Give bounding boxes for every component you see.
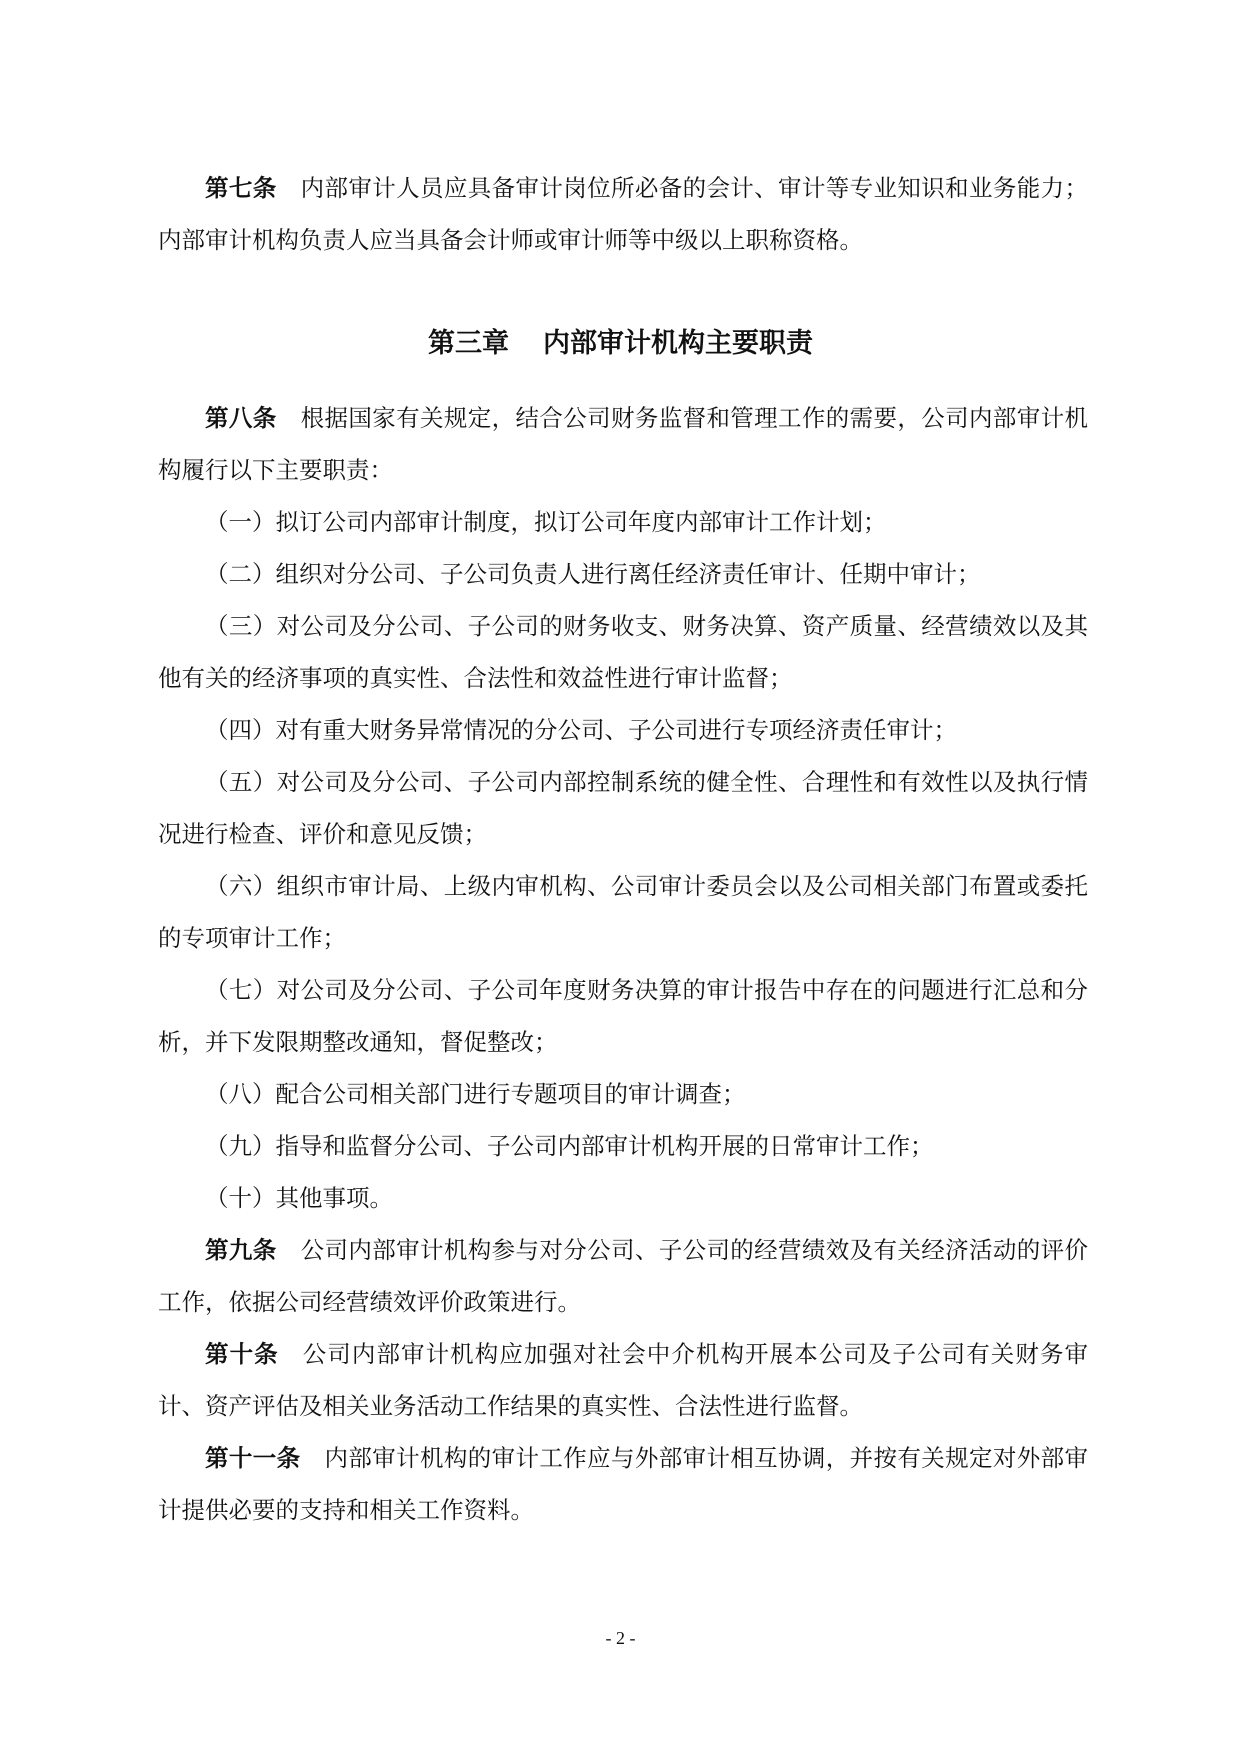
article-8-item-3: （三）对公司及分公司、子公司的财务收支、财务决算、资产质量、经营绩效以及其他有关的经济事项的真实性、合法性和效益性进行审计监督； (158, 612, 1088, 692)
article-8-item-2: （二）组织对分公司、子公司负责人进行离任经济责任审计、任期中审计； (205, 560, 981, 588)
article-8 (158, 392, 1088, 496)
article-8-item-10: （十）其他事项。 (205, 1184, 393, 1212)
article-11-label: 第十一条 (205, 1444, 301, 1472)
article-11-text: 内部审计机构的审计工作应与外部审计相互协调，并按有关规定对外部审计提供必要的支持和相关工作资料。 (158, 1444, 1089, 1524)
article-8-item-6: （六）组织市审计局、上级内审机构、公司审计委员会以及公司相关部门布置或委托的专项审计工作； (158, 872, 1088, 952)
article-8-item-1: （一）拟订公司内部审计制度，拟订公司年度内部审计工作计划； (205, 508, 887, 536)
article-8-item-4: （四）对有重大财务异常情况的分公司、子公司进行专项经济责任审计； (205, 716, 957, 744)
article-11 (158, 1432, 1088, 1536)
article-8-item-8: （八）配合公司相关部门进行专题项目的审计调查； (205, 1080, 746, 1108)
article-9-label: 第九条 (205, 1236, 277, 1264)
article-7-text: 内部审计人员应具备审计岗位所必备的会计、审计等专业知识和业务能力；内部审计机构负责人应当具备会计师或审计师等中级以上职称资格。 (158, 174, 1089, 254)
article-8-text: 根据国家有关规定，结合公司财务监督和管理工作的需要，公司内部审计机构履行以下主要职责： (158, 404, 1089, 484)
chapter-title: 内部审计机构主要职责 (543, 328, 813, 359)
article-10 (158, 1328, 1088, 1432)
article-7 (158, 162, 1088, 266)
article-9-text: 公司内部审计机构参与对分公司、子公司的经营绩效及有关经济活动的评价工作，依据公司经营绩效评价政策进行。 (158, 1236, 1089, 1316)
article-7-label: 第七条 (205, 174, 277, 202)
article-8-label: 第八条 (205, 404, 277, 432)
chapter-heading (0, 318, 1241, 370)
article-8-item-5: （五）对公司及分公司、子公司内部控制系统的健全性、合理性和有效性以及执行情况进行检查、评价和意见反馈； (158, 768, 1088, 848)
page-number: - 2 - (605, 1628, 636, 1648)
chapter-label: 第三章 (428, 328, 509, 359)
article-10-label: 第十条 (205, 1340, 279, 1368)
article-9 (158, 1224, 1088, 1328)
article-8-item-9: （九）指导和监督分公司、子公司内部审计机构开展的日常审计工作； (205, 1132, 934, 1160)
article-8-item-7: （七）对公司及分公司、子公司年度财务决算的审计报告中存在的问题进行汇总和分析，并下发限期整改通知，督促整改； (158, 976, 1088, 1056)
article-10-text: 公司内部审计机构应加强对社会中介机构开展本公司及子公司有关财务审计、资产评估及相关业务活动工作结果的真实性、合法性进行监督。 (158, 1340, 1089, 1420)
